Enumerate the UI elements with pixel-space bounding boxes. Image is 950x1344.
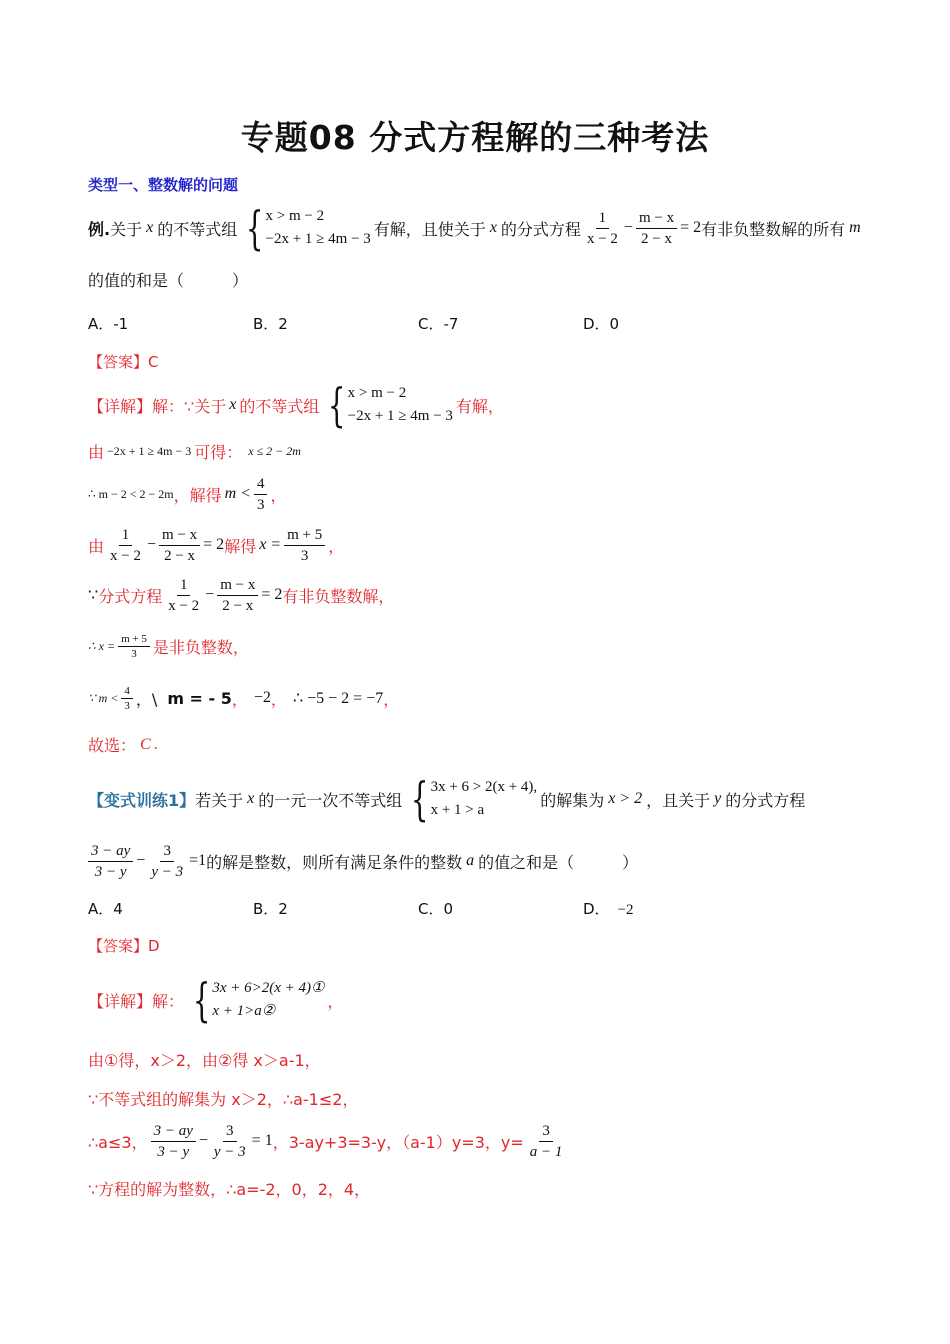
fraction: $\frac{1}{x - 2}$ bbox=[168, 576, 200, 614]
fraction: $\frac{m - x}{2 - x}$ bbox=[217, 575, 258, 616]
inequality-system: { 3x + 6 > 2(x + 4), x + 1 > a bbox=[411, 772, 538, 826]
fraction: $\frac{4}{3}$ bbox=[121, 684, 133, 713]
detail-1-line-8: 故选： C . bbox=[88, 735, 158, 755]
exercise-1-question: 【变式训练1】 若关于 x 的一元一次不等式组 { 3x + 6 > 2(x + 4), x + 1 > a 的解集为 x > 2 ，且关于 y 的分式方程 bbox=[88, 772, 806, 826]
fraction: $\frac{4}{3}$ bbox=[254, 474, 268, 515]
detail-2-line-5: ∵方程的解为整数，∴a=-2，0，2，4， bbox=[88, 1180, 371, 1199]
detail-1-line-1: 【详解】 解：∵ 关于 x 的不等式组 { x > m − 2 −2x + 1 ≥ 4m − 3 有解， bbox=[88, 378, 504, 432]
detail-1-line-2: 由 −2x + 1 ≥ 4m − 3 可得： x ≤ 2 − 2m bbox=[88, 443, 301, 462]
inequality-system: { 3x + 6>2(x + 4)① x + 1>a② bbox=[192, 973, 325, 1027]
option-c: C．0 bbox=[418, 900, 454, 918]
inequality-system: { x > m − 2 −2x + 1 ≥ 4m − 3 bbox=[246, 201, 371, 255]
fraction: $\frac{m + 5}{3}$ bbox=[118, 632, 150, 661]
detail-label: 【详解】 bbox=[88, 396, 153, 416]
option-b: B．2 bbox=[253, 900, 288, 918]
option-a: A．4 bbox=[88, 900, 123, 918]
fraction: $\frac{3}{y - 3}$ bbox=[151, 842, 184, 880]
page-title: 专题08 分式方程解的三种考法 bbox=[240, 118, 710, 157]
fraction: $\frac{1}{x - 2}$ bbox=[586, 209, 618, 247]
section-heading: 类型一、整数解的问题 bbox=[88, 176, 239, 194]
detail-2-line-1: 【详解】 解： { 3x + 6>2(x + 4)① x + 1>a② ， bbox=[88, 973, 344, 1027]
fraction: $\frac{3 - ay}{3 - y}$ bbox=[151, 1121, 196, 1162]
option-c: C．-7 bbox=[418, 315, 459, 333]
detail-2-line-2: 由①得，x＞2，由②得 x＞a-1， bbox=[88, 1051, 321, 1070]
detail-1-line-7: ∵ m < $\frac{4}{3}$ ，\ m = - 5 ， −2 ， ∴ −5 − 2 = −7 ， bbox=[88, 684, 400, 712]
option-d: D． −2 bbox=[583, 900, 634, 918]
fraction: $\frac{3 - ay}{3 - y}$ bbox=[88, 841, 133, 882]
detail-1-line-3: ∴ m − 2 < 2 − 2m ，解得 m < $\frac{4}{3}$ ， bbox=[88, 475, 287, 513]
detail-2-line-4: ∴a≤3， $\frac{3 - ay}{3 - y}$ − $\frac{3}{y - 3}$ = 1 ，3-ay+3=3-y，（a-1）y=3，y= $\frac{3}{a - 1}$ bbox=[88, 1118, 568, 1164]
detail-1-line-5: ∵ 分式方程 $\frac{1}{x - 2}$ − $\frac{m - x}{2 - x}$ = 2 有非负整数解， bbox=[88, 576, 395, 614]
fraction: $\frac{m - x}{2 - x}$ bbox=[159, 525, 200, 566]
answer-2: 【答案】D bbox=[88, 937, 160, 955]
fraction: $\frac{1}{x - 2}$ bbox=[110, 526, 141, 564]
fraction: $\frac{3}{a - 1}$ bbox=[529, 1122, 563, 1160]
detail-2-line-3: ∵不等式组的解集为 x＞2，∴a-1≤2， bbox=[88, 1090, 359, 1109]
exercise-label: 【变式训练1】 bbox=[88, 790, 196, 810]
detail-1-line-6: ∴ x = $\frac{m + 5}{3}$ 是非负整数， bbox=[88, 632, 249, 660]
answer-1: 【答案】C bbox=[88, 353, 159, 371]
option-a: A．-1 bbox=[88, 315, 129, 333]
fraction: $\frac{3}{y - 3}$ bbox=[213, 1122, 246, 1160]
inequality-system: { x > m − 2 −2x + 1 ≥ 4m − 3 bbox=[328, 378, 453, 432]
option-b: B．2 bbox=[253, 315, 288, 333]
detail-label: 【详解】 bbox=[88, 991, 153, 1011]
fraction: $\frac{m - x}{2 - x}$ bbox=[636, 208, 677, 249]
example-1-question: 例. 关于 x 的不等式组 { x > m − 2 −2x + 1 ≥ 4m − 3 有解，且使关于 x 的分式方程 $\frac{1}{x - 2}$ − $\frac{m - x}{2 - x}$ = 2 有非负整数解的所有 m bbox=[88, 201, 861, 255]
fraction: $\frac{m + 5}{3}$ bbox=[284, 525, 325, 566]
example-1-question-cont: 的值的和是（ ） bbox=[88, 271, 249, 290]
exercise-1-question-cont: $\frac{3 - ay}{3 - y}$ − $\frac{3}{y - 3}$ =1 的解是整数，则所有满足条件的整数 a 的值之和是（ ） bbox=[88, 838, 638, 884]
example-label: 例. bbox=[88, 219, 111, 239]
detail-1-line-4: 由 $\frac{1}{x - 2}$ − $\frac{m - x}{2 - x}$ = 2 解得 x = $\frac{m + 5}{3}$ ， bbox=[88, 526, 345, 564]
option-d: D．0 bbox=[583, 315, 620, 333]
